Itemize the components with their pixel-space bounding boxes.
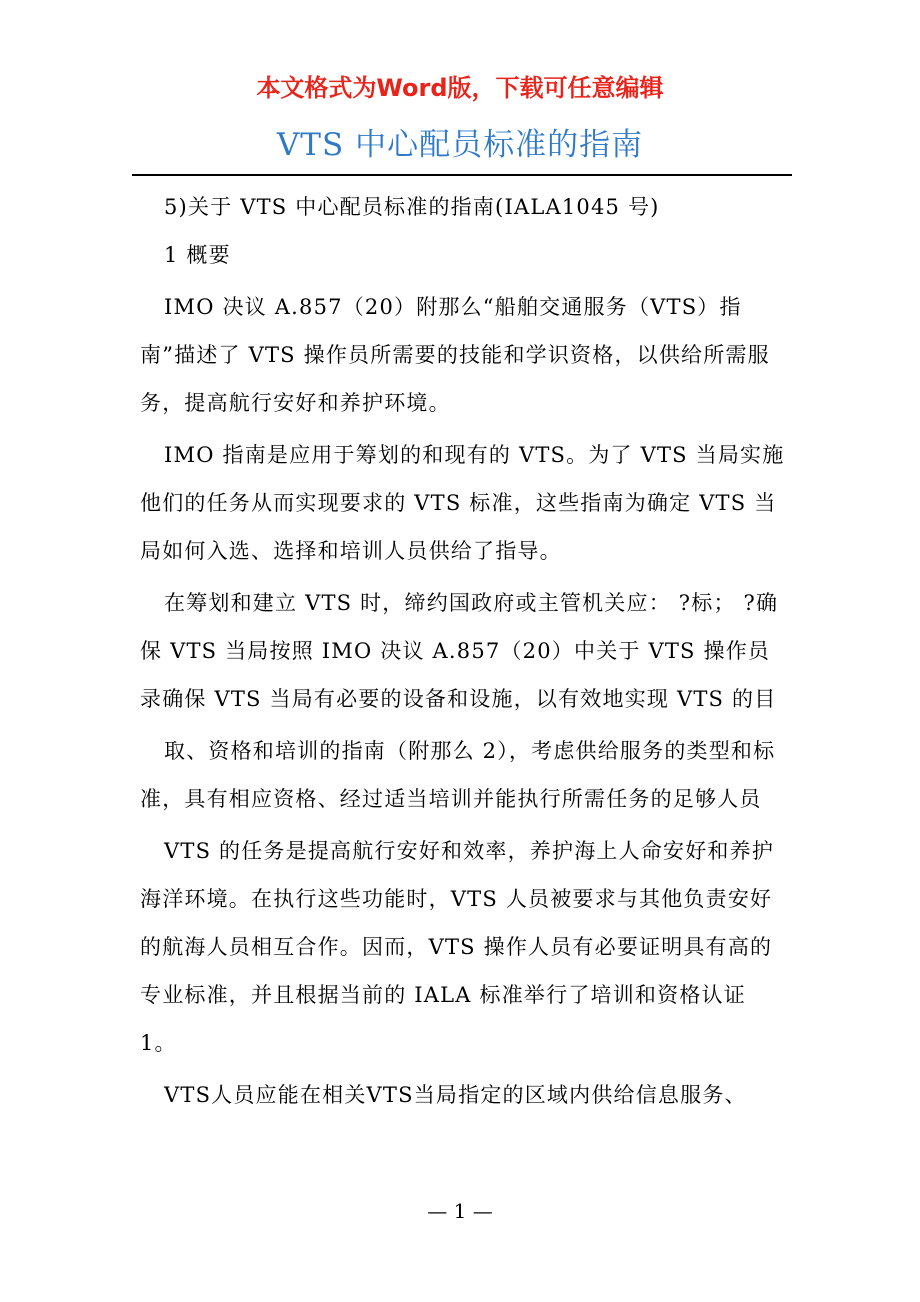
paragraph: IMO 决议 A.857（20）附那么“船舶交通服务（VTS）指南”描述了 VTS 操作员所需要的技能和学识资格，以供给所需服务，提高航行安好和养护环境。 [140, 295, 770, 415]
paragraph: IMO 指南是应用于筹划的和现有的 VTS。为了 VTS 当局实施他们的任务从而实现要求的 VTS 标准，这些指南为确定 VTS 当局如何入选、选择和培训人员供给了指导。 [140, 443, 785, 563]
page-number: — 1 — [427, 1199, 493, 1223]
document-title: VTS 中心配员标准的指南 [276, 127, 644, 163]
paragraph-intro: 5)关于 VTS 中心配员标准的指南(IALA1045 号) [164, 195, 660, 219]
section-heading: 1 概要 [164, 243, 231, 267]
paragraph: 在筹划和建立 VTS 时，缔约国政府或主管机关应： ?标； ?确保 VTS 当局按照 IMO 决议 A.857（20）中关于 VTS 操作员录确保 VTS 当局有必要的设备和设施，以有效地实现 VTS 的目 [140, 591, 779, 711]
paragraph: 取、资格和培训的指南（附那么 2），考虑供给服务的类型和标准，具有相应资格、经过适当培训并能执行所需任务的足够人员 [140, 739, 776, 811]
paragraph: VTS 的任务是提高航行安好和效率，养护海上人命安好和养护海洋环境。在执行这些功能时，VTS 人员被要求与其他负责安好的航海人员相互合作。因而，VTS 操作人员有必要证明具有高的专业标准，并且根据当前的 IALA 标准举行了培训和资格认证 1。 [140, 839, 775, 1055]
paragraph: VTS人员应能在相关VTS当局指定的区域内供给信息服务、 [164, 1083, 747, 1107]
download-banner: 本文格式为Word版，下载可任意编辑 [256, 74, 664, 102]
document-body [140, 183, 785, 1119]
title-divider [132, 174, 792, 176]
